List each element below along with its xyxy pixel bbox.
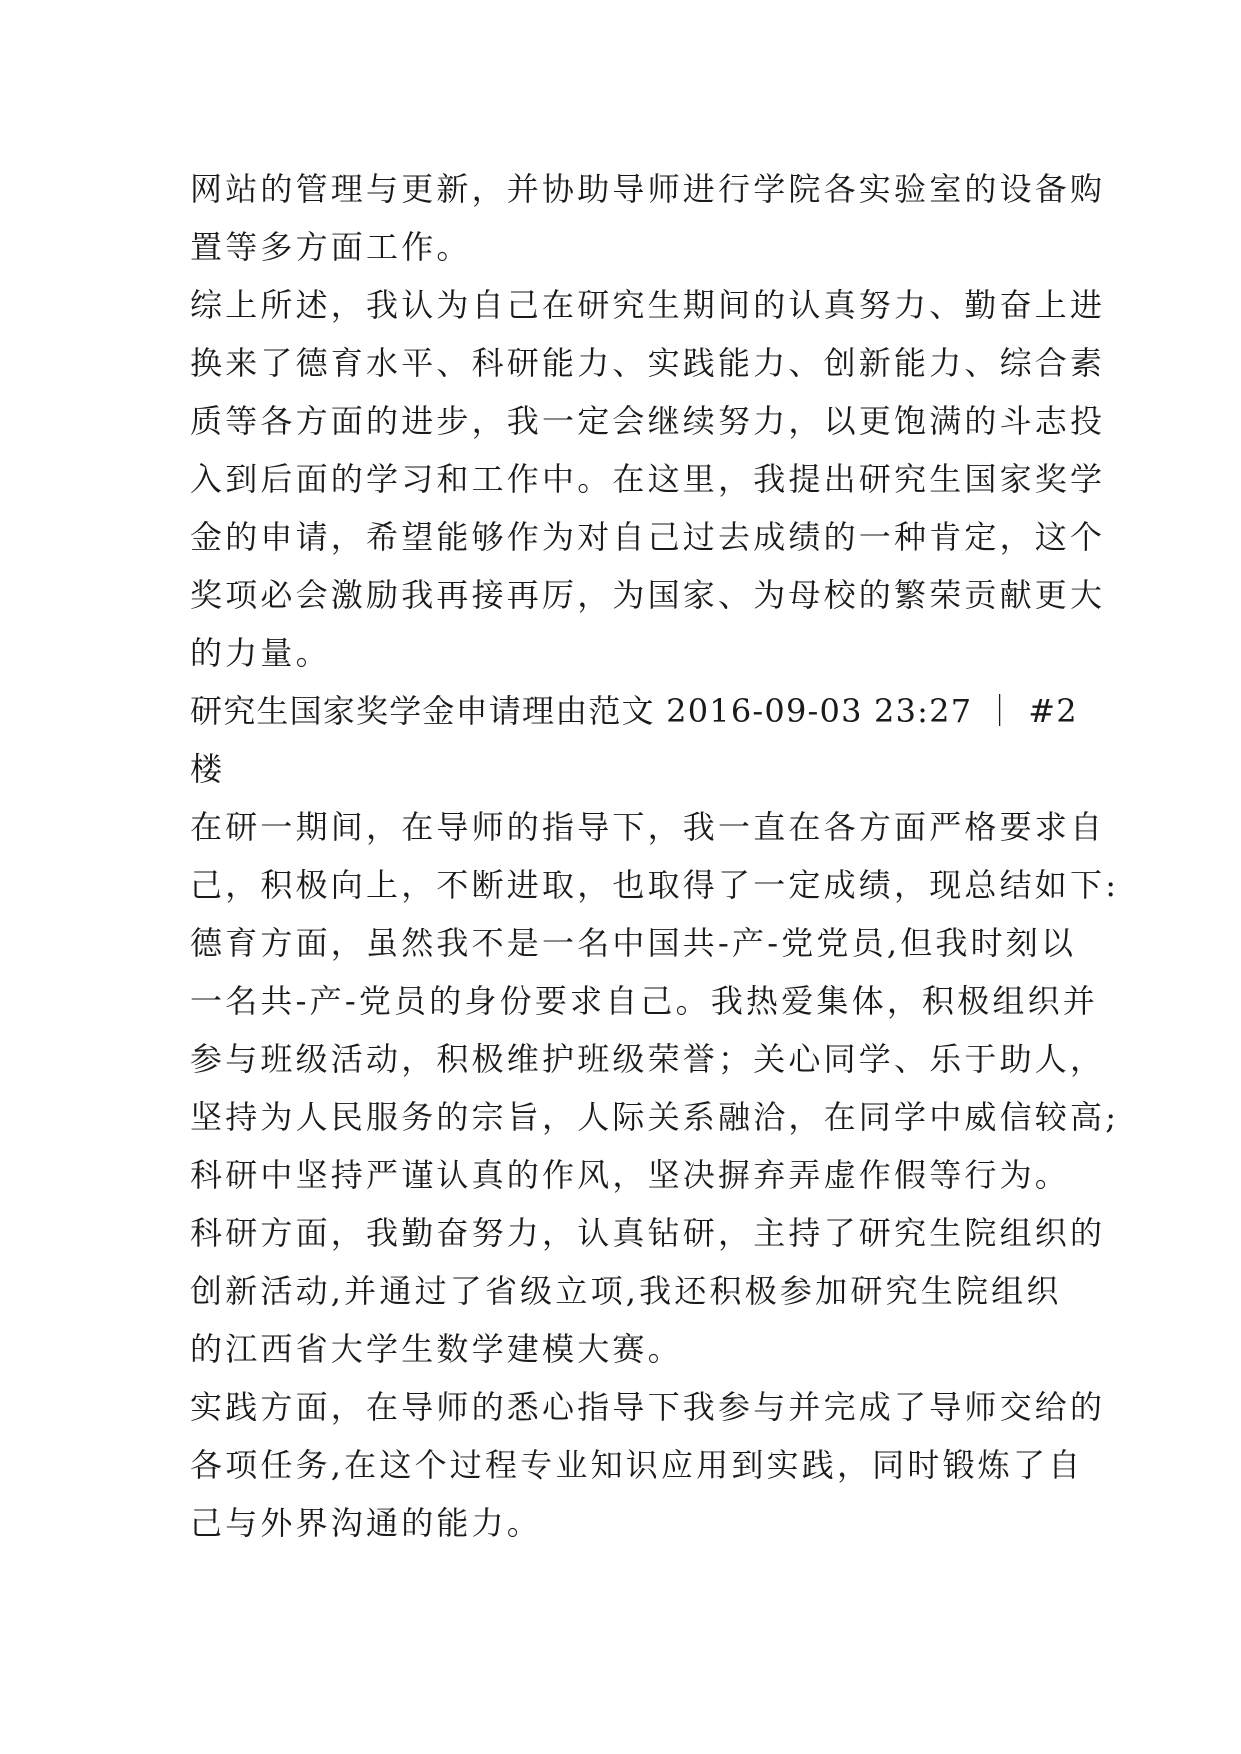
post-header-line: 研究生国家奖学金申请理由范文 2016-09-03 23:27 ｜ #2 <box>190 692 1078 730</box>
post-header-floor: 楼 <box>190 750 226 788</box>
text-line: 在研一期间，在导师的指导下，我一直在各方面严格要求自 <box>190 808 1106 846</box>
text-line: 参与班级活动，积极维护班级荣誉；关心同学、乐于助人， <box>190 1040 1106 1078</box>
text-line: 金的申请，希望能够作为对自己过去成绩的一种肯定，这个 <box>190 518 1106 556</box>
text-line: 置等多方面工作。 <box>190 228 472 266</box>
text-line: 己，积极向上，不断进取，也取得了一定成绩，现总结如下: <box>190 866 1120 904</box>
text-line: 的力量。 <box>190 634 331 672</box>
text-line: 各项任务,在这个过程专业知识应用到实践，同时锻炼了自 <box>190 1446 1084 1484</box>
text-line: 实践方面，在导师的悉心指导下我参与并完成了导师交给的 <box>190 1388 1106 1426</box>
document-page <box>190 160 1120 1552</box>
text-line: 己与外界沟通的能力。 <box>190 1504 543 1542</box>
text-line: 入到后面的学习和工作中。在这里，我提出研究生国家奖学 <box>190 460 1106 498</box>
text-line: 科研中坚持严谨认真的作风，坚决摒弃弄虚作假等行为。 <box>190 1156 1071 1194</box>
text-line: 创新活动,并通过了省级立项,我还积极参加研究生院组织 <box>190 1272 1062 1310</box>
text-line: 奖项必会激励我再接再厉，为国家、为母校的繁荣贡献更大 <box>190 576 1106 614</box>
text-line: 网站的管理与更新，并协助导师进行学院各实验室的设备购 <box>190 170 1106 208</box>
text-line: 一名共-产-党员的身份要求自己。我热爱集体，积极组织并 <box>190 982 1099 1020</box>
text-line: 质等各方面的进步，我一定会继续努力，以更饱满的斗志投 <box>190 402 1106 440</box>
text-line: 的江西省大学生数学建模大赛。 <box>190 1330 683 1368</box>
text-line: 综上所述，我认为自己在研究生期间的认真努力、勤奋上进 <box>190 286 1106 324</box>
text-line: 坚持为人民服务的宗旨，人际关系融洽，在同学中威信较高; <box>190 1098 1120 1136</box>
text-line: 德育方面，虽然我不是一名中国共-产-党党员,但我时刻以 <box>190 924 1077 962</box>
text-line: 科研方面，我勤奋努力，认真钻研，主持了研究生院组织的 <box>190 1214 1106 1252</box>
text-line: 换来了德育水平、科研能力、实践能力、创新能力、综合素 <box>190 344 1106 382</box>
